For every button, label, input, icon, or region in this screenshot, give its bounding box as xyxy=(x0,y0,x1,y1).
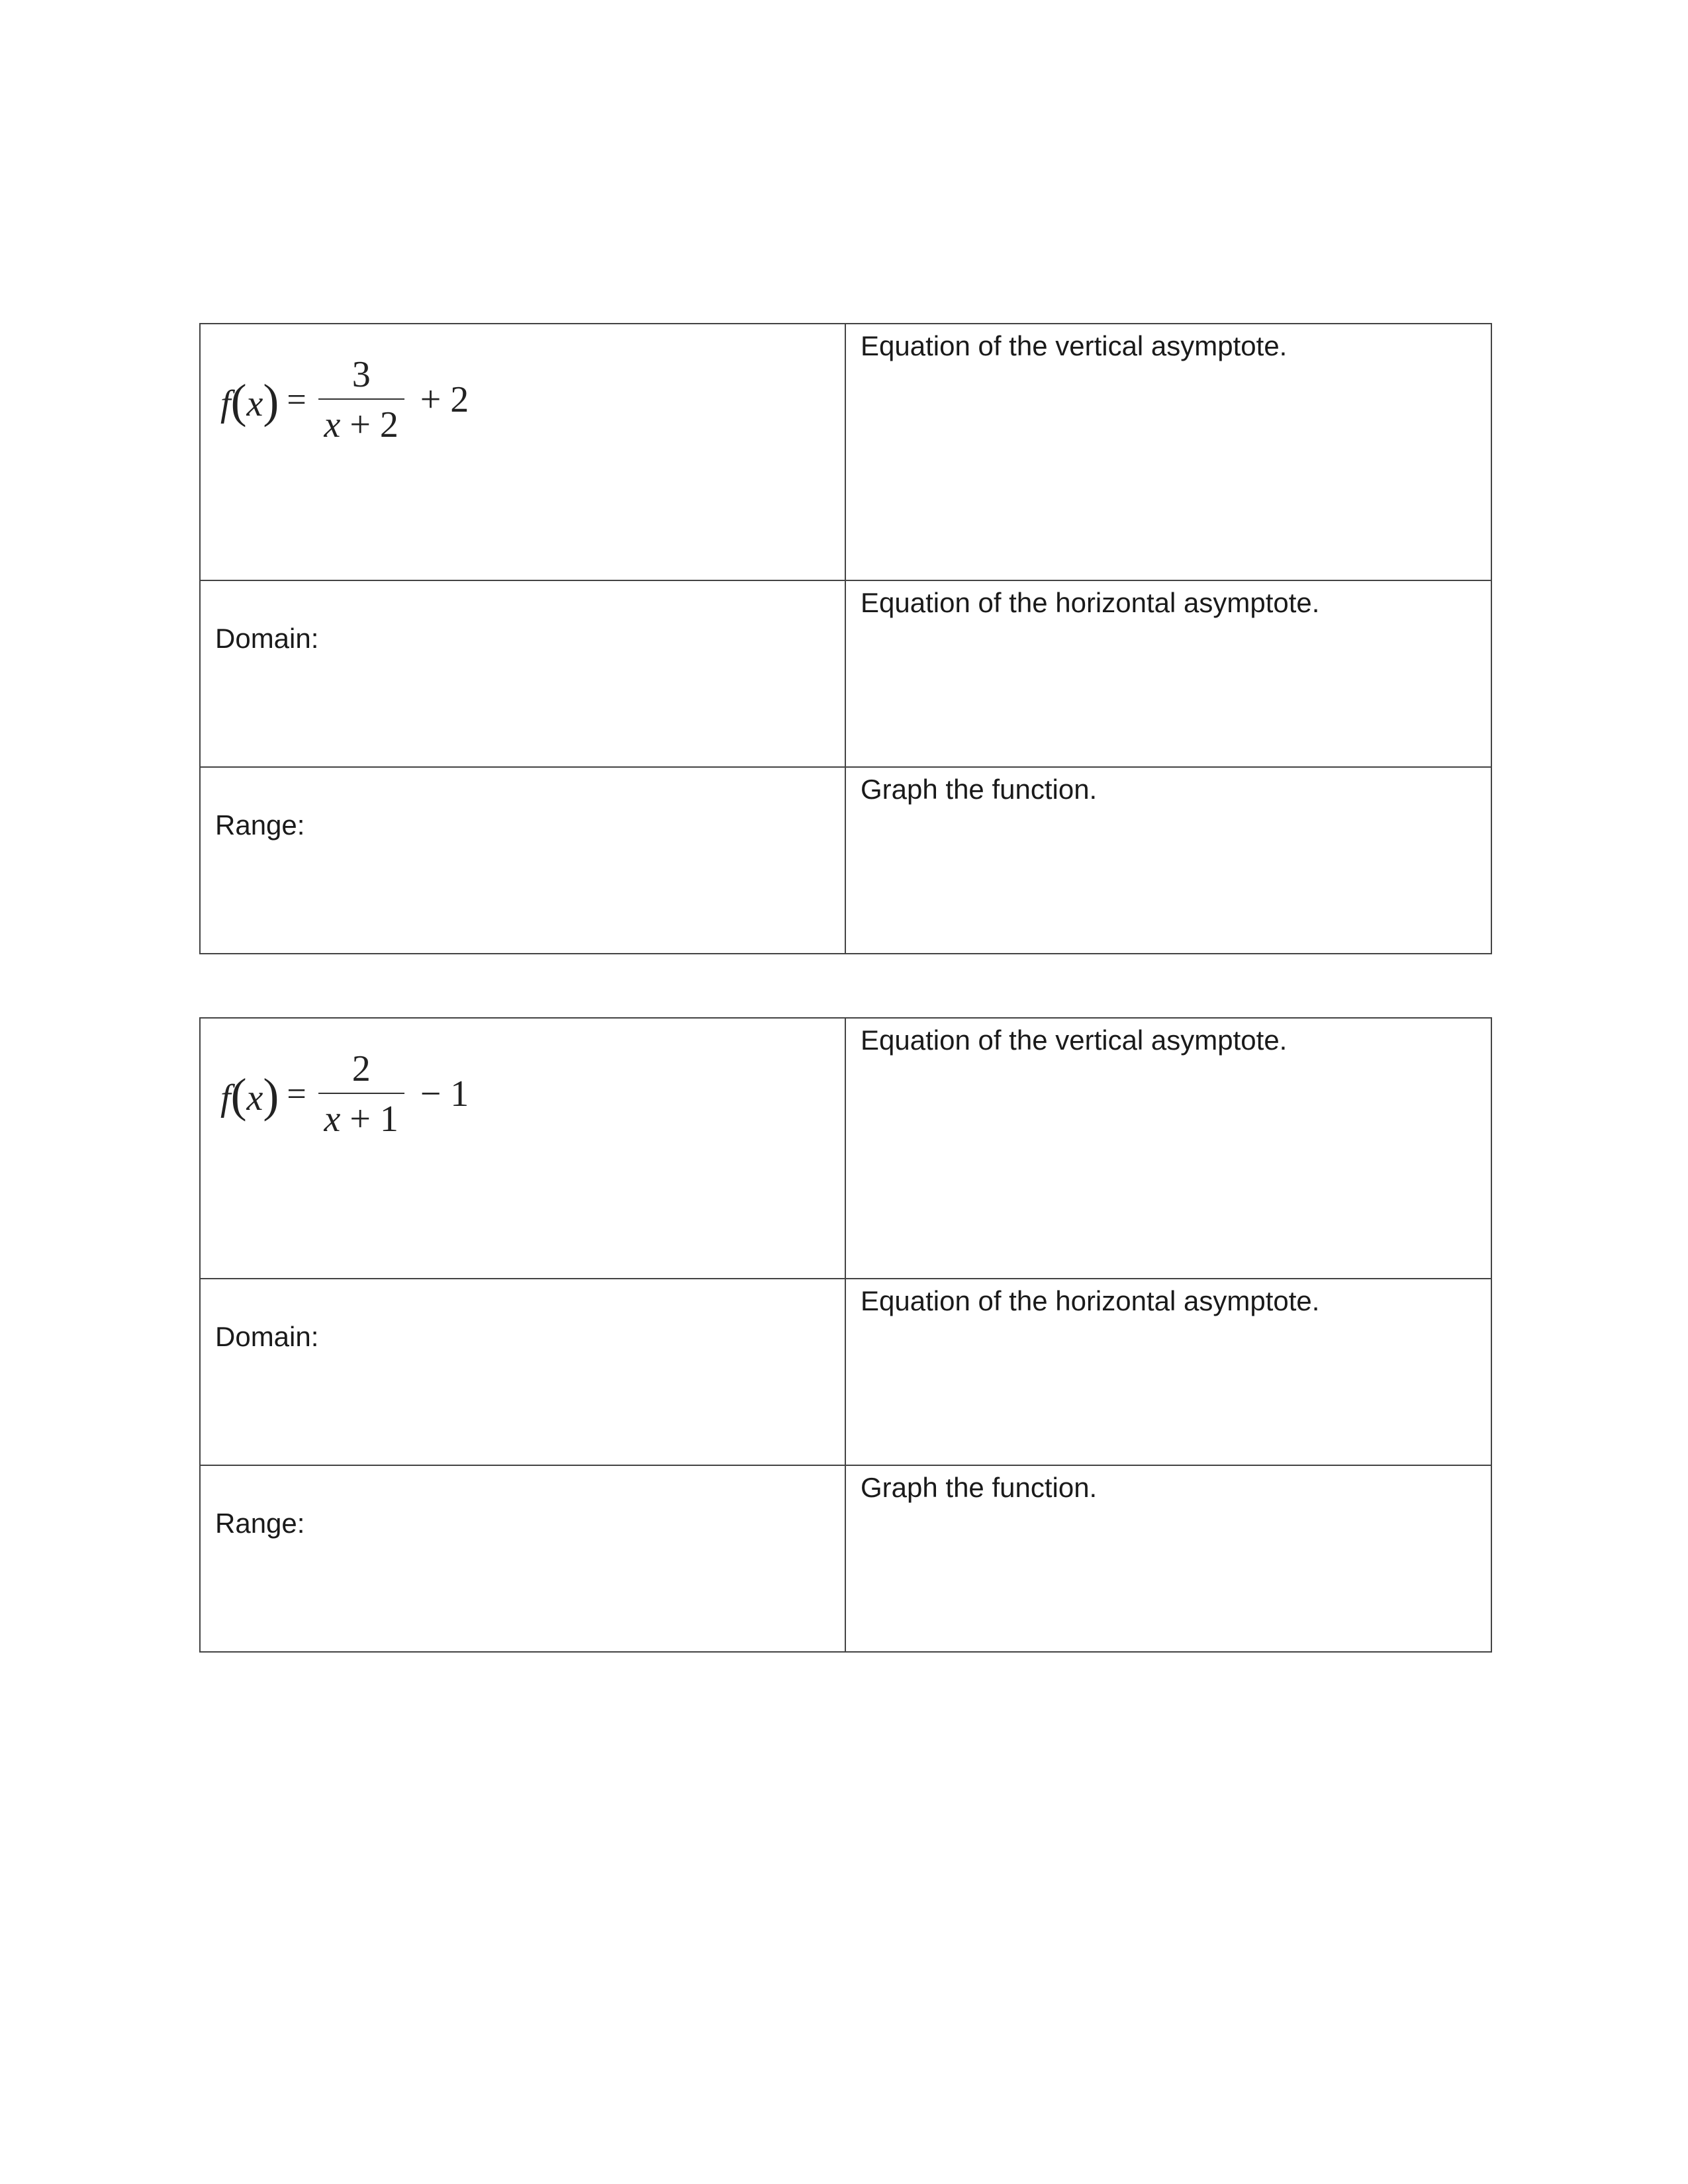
function-formula xyxy=(220,356,469,443)
formula-equals: = xyxy=(287,381,306,419)
graph-prompt: Graph the function. xyxy=(861,1472,1098,1503)
range-label: Range: xyxy=(215,1508,305,1539)
graph-cell[interactable] xyxy=(845,767,1491,954)
graph-cell[interactable] xyxy=(845,1465,1491,1652)
horizontal-asymptote-prompt: Equation of the horizontal asymptote. xyxy=(861,587,1320,618)
formula-fraction xyxy=(318,1050,404,1138)
domain-label: Domain: xyxy=(215,623,319,654)
formula-offset: + 2 xyxy=(420,379,469,420)
function-formula xyxy=(220,1050,469,1138)
formula-fraction xyxy=(318,356,404,443)
horizontal-asymptote-cell[interactable] xyxy=(845,580,1491,767)
function-cell xyxy=(200,324,845,580)
formula-numerator: 2 xyxy=(352,1048,371,1089)
horizontal-asymptote-cell[interactable] xyxy=(845,1279,1491,1465)
domain-cell[interactable] xyxy=(200,580,845,767)
table-row xyxy=(200,1279,1491,1465)
domain-label: Domain: xyxy=(215,1321,319,1352)
formula-lhs: f(x) xyxy=(220,1068,279,1122)
formula-offset: − 1 xyxy=(420,1073,469,1115)
domain-cell[interactable] xyxy=(200,1279,845,1465)
vertical-asymptote-cell[interactable] xyxy=(845,1018,1491,1279)
formula-denominator: x + 2 xyxy=(324,404,399,445)
vertical-asymptote-prompt: Equation of the vertical asymptote. xyxy=(861,1024,1288,1056)
formula-equals: = xyxy=(287,1075,306,1113)
range-cell[interactable] xyxy=(200,1465,845,1652)
formula-denominator: x + 1 xyxy=(324,1099,399,1140)
horizontal-asymptote-prompt: Equation of the horizontal asymptote. xyxy=(861,1285,1320,1316)
table-row xyxy=(200,324,1491,580)
graph-prompt: Graph the function. xyxy=(861,774,1098,805)
function-cell xyxy=(200,1018,845,1279)
problem-table-1 xyxy=(199,323,1492,954)
range-label: Range: xyxy=(215,809,305,841)
problem-table-2 xyxy=(199,1017,1492,1653)
table-row xyxy=(200,580,1491,767)
table-row xyxy=(200,1465,1491,1652)
range-cell[interactable] xyxy=(200,767,845,954)
formula-numerator: 3 xyxy=(352,354,371,395)
vertical-asymptote-cell[interactable] xyxy=(845,324,1491,580)
formula-lhs: f(x) xyxy=(220,374,279,428)
table-row xyxy=(200,767,1491,954)
vertical-asymptote-prompt: Equation of the vertical asymptote. xyxy=(861,330,1288,361)
table-row xyxy=(200,1018,1491,1279)
